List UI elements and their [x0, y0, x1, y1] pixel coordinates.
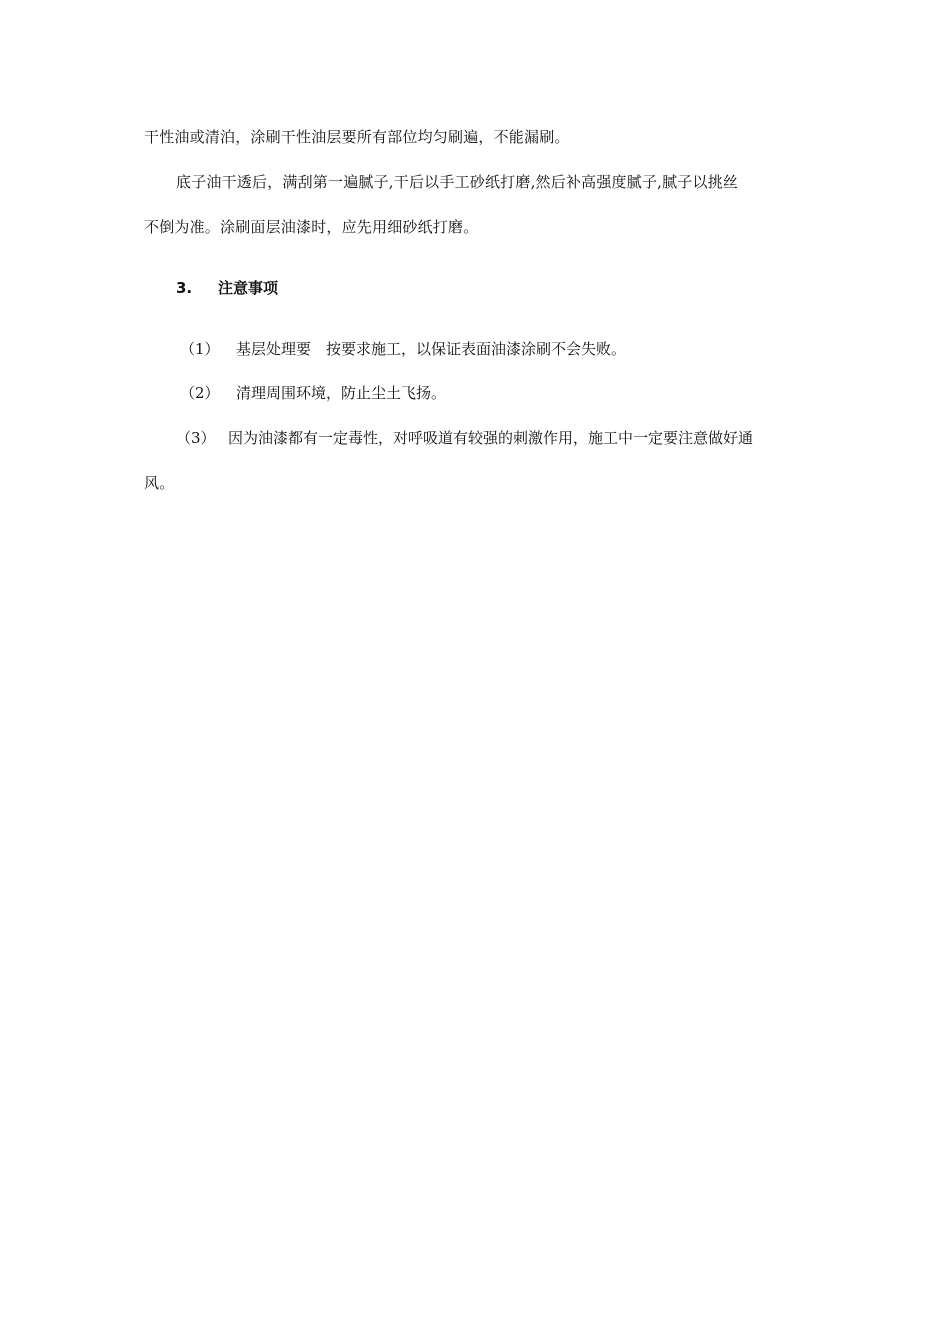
- list-item-text: 基层处理要 按要求施工，以保证表面油漆涂刷不会失败。: [236, 340, 627, 358]
- list-item-continuation: 风。: [144, 474, 175, 492]
- section-heading: [176, 278, 278, 298]
- paragraph-line: 干性油或清泊，涂刷干性油层要所有部位均匀刷遍，不能漏刷。: [144, 128, 570, 146]
- paragraph-line: 底子油干透后，满刮第一遍腻子,干后以手工砂纸打磨,然后补高强度腻子,腻子以挑丝: [176, 173, 739, 191]
- section-title: 注意事项: [218, 279, 279, 297]
- list-item-text: 因为油漆都有一定毒性，对呼吸道有较强的刺激作用，施工中一定要注意做好通: [228, 429, 754, 447]
- list-marker: （3）: [176, 429, 216, 447]
- paragraph-line: 不倒为准。涂刷面层油漆时，应先用细砂纸打磨。: [144, 218, 479, 236]
- list-item: [176, 428, 753, 448]
- list-item-text: 清理周围环境，防止尘土飞扬。: [236, 384, 447, 402]
- list-marker: （1）: [180, 340, 220, 358]
- list-item: [180, 339, 626, 359]
- list-item: [180, 383, 446, 403]
- section-number: 3.: [176, 279, 193, 297]
- list-marker: （2）: [180, 384, 220, 402]
